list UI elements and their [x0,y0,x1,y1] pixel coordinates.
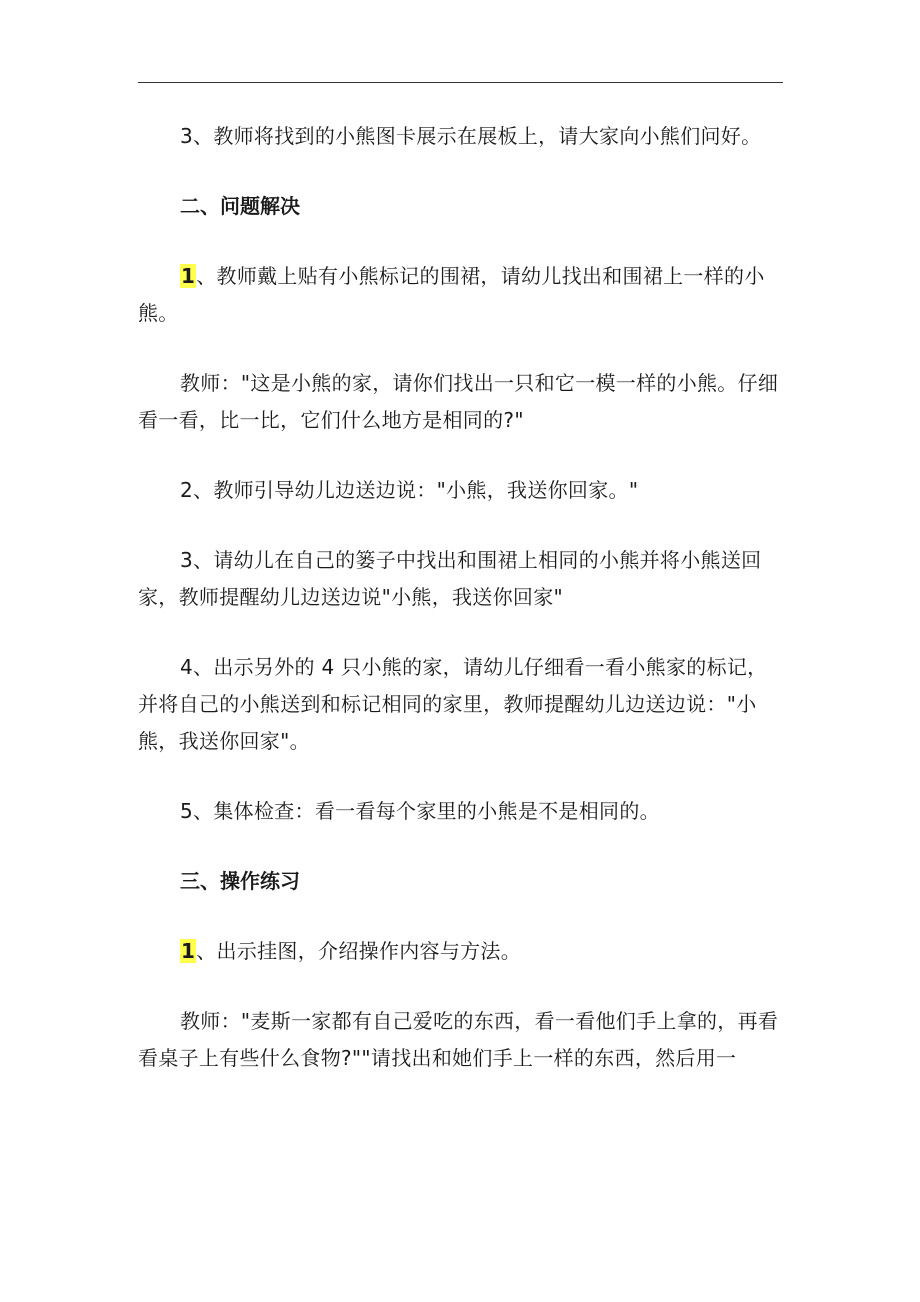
document-body [138,118,783,1077]
section-heading: 三、操作练习 [180,869,300,893]
header-rule [138,82,783,83]
paragraph: 5、集体检查：看一看每个家里的小熊是不是相同的。 [180,799,660,823]
paragraph: 3、教师将找到的小熊图卡展示在展板上，请大家向小熊们问好。 [180,124,762,148]
paragraph: 教师："这是小熊的家，请你们找出一只和它一模一样的小熊。仔细看一看，比一比，它们什么地方是相同的?" [138,371,779,432]
paragraph-text: 、教师戴上贴有小熊标记的围裙，请幼儿找出和围裙上一样的小熊。 [138,264,765,325]
highlighted-number: 1 [181,939,196,963]
section-heading: 二、问题解决 [180,194,300,218]
paragraph: 4、出示另外的 4 只小熊的家，请幼儿仔细看一看小熊家的标记，并将自己的小熊送到和标记相同的家里，教师提醒幼儿边送边说："小熊，我送你回家"。 [138,655,768,753]
paragraph: 教师："麦斯一家都有自己爱吃的东西，看一看他们手上拿的，再看看桌子上有些什么食物?""请找出和她们手上一样的东西，然后用一 [138,1009,779,1070]
paragraph: 3、请幼儿在自己的篓子中找出和围裙上相同的小熊并将小熊送回家，教师提醒幼儿边送边说"小熊，我送你回家" [138,548,762,609]
paragraph-text: 、出示挂图，介绍操作内容与方法。 [196,939,522,963]
paragraph [138,258,783,332]
highlighted-number: 1 [181,264,196,288]
paragraph: 2、教师引导幼儿边送边说："小熊，我送你回家。" [180,478,639,502]
paragraph [138,933,783,970]
